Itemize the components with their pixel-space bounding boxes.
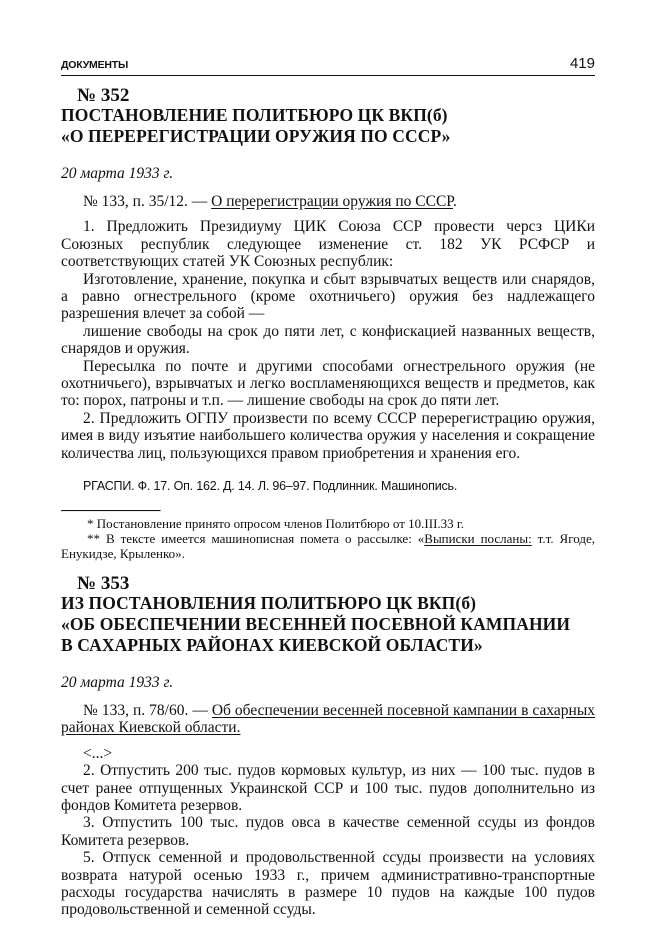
footnote-2-suffix: т.т. Ягоде, Енукидзе, Крыленко». (61, 531, 595, 562)
document-body (61, 193, 595, 462)
document-body (61, 702, 595, 919)
title-line: ИЗ ПОСТАНОВЛЕНИЯ ПОЛИТБЮРО ЦК ВКП(б) (61, 593, 477, 613)
reference-line (61, 193, 595, 210)
reference-suffix: . (453, 193, 457, 210)
footnote-2-underlined: Выписки посланы: (424, 531, 532, 547)
page-number: 419 (569, 55, 595, 72)
paragraph: Пересылка по почте и другими способами огнестрельного оружия (не охотничьего), взрывчатых и легко воспламеняющихся веществ и предметов, как то: порох, патроны и т.п. — лишение свободы на срок до пяти лет. (61, 357, 595, 410)
paragraph: 2. Предложить ОГПУ произвести по всему СССР перерегистрацию оружия, имея в виду изъятие наибольшего количества оружия у населения и сокращение количества лиц, пользующихся правом приобретения и хранения его. (61, 409, 595, 462)
title-line: «О ПЕРЕРЕГИСТРАЦИИ ОРУЖИЯ ПО СССР» (61, 126, 451, 146)
section-title: ДОКУМЕНТЫ (61, 59, 129, 71)
document-number: № 352 (77, 85, 130, 106)
document-352 (61, 86, 595, 561)
reference-subject: О перерегистрации оружия по СССР (211, 193, 453, 210)
document-title (61, 593, 595, 656)
document-date: 20 марта 1933 г. (61, 165, 174, 182)
footnote-divider (61, 510, 161, 512)
reference-subject: Об обеспечении весенней посевной кампании в сахарных районах Киевской области. (61, 702, 595, 737)
footnotes (61, 516, 595, 561)
title-line: ПОСТАНОВЛЕНИЕ ПОЛИТБЮРО ЦК ВКП(б) (61, 105, 448, 125)
paragraph: 2. Отпустить 200 тыс. пудов кормовых культур, из них — 100 тыс. пудов в счет ранее отпущенных Украинской ССР и 100 тыс. пудов дополнительно из фондов Комитета резервов. (61, 762, 595, 815)
title-line: В САХАРНЫХ РАЙОНАХ КИЕВСКОЙ ОБЛАСТИ» (61, 635, 483, 655)
paragraph: 5. Отпуск семенной и продовольственной ссуды произвести на условиях возврата натурой осенью 1933 г., причем административно-транспортные расходы государства начислять в размере 10 пудов на каждые 100 пудов продовольственной и семенной ссуды. (61, 849, 595, 919)
footnote-1: * Постановление принято опросом членов Политбюро от 10.III.33 г. (87, 516, 465, 532)
footnote-2 (61, 531, 595, 561)
paragraph: 1. Предложить Президиуму ЦИК Союза ССР провести черсз ЦИКи Союзных республик следующее изменение ст. 182 УК РСФСР и соответствующих статей УК Союзных республик: (61, 218, 595, 271)
reference-prefix: № 133, п. 78/60. — (83, 702, 212, 719)
document-title (61, 105, 595, 147)
paragraph: Изготовление, хранение, покупка и сбыт взрывчатых веществ или снарядов, а равно огнестрельного (кроме охотничьего) оружия без надлежащего разрешения влечет за собой — (61, 270, 595, 323)
reference-prefix: № 133, п. 35/12. — (83, 193, 212, 210)
document-353 (61, 574, 595, 919)
omission-marker: <...> (83, 744, 113, 762)
document-number: № 353 (77, 573, 130, 594)
document-date: 20 марта 1933 г. (61, 674, 174, 691)
paragraph: лишение свободы на срок до пяти лет, с конфискацией названных веществ, снарядов и оружия. (61, 322, 595, 358)
title-line: «ОБ ОБЕСПЕЧЕНИИ ВЕСЕННЕЙ ПОСЕВНОЙ КАМПАНИИ (61, 614, 571, 634)
footnote-section (61, 510, 595, 561)
reference-line (61, 702, 595, 737)
archive-source: РГАСПИ. Ф. 17. Оп. 162. Д. 14. Л. 96–97. Подлинник. Машинопись. (83, 479, 458, 494)
paragraph: 3. Отпустить 100 тыс. пудов овса в качестве семенной ссуды из фондов Комитета резервов. (61, 814, 595, 849)
running-header (61, 55, 595, 76)
footnote-2-prefix: ** В тексте имеется машинописная помета о рассылке: « (87, 531, 425, 547)
